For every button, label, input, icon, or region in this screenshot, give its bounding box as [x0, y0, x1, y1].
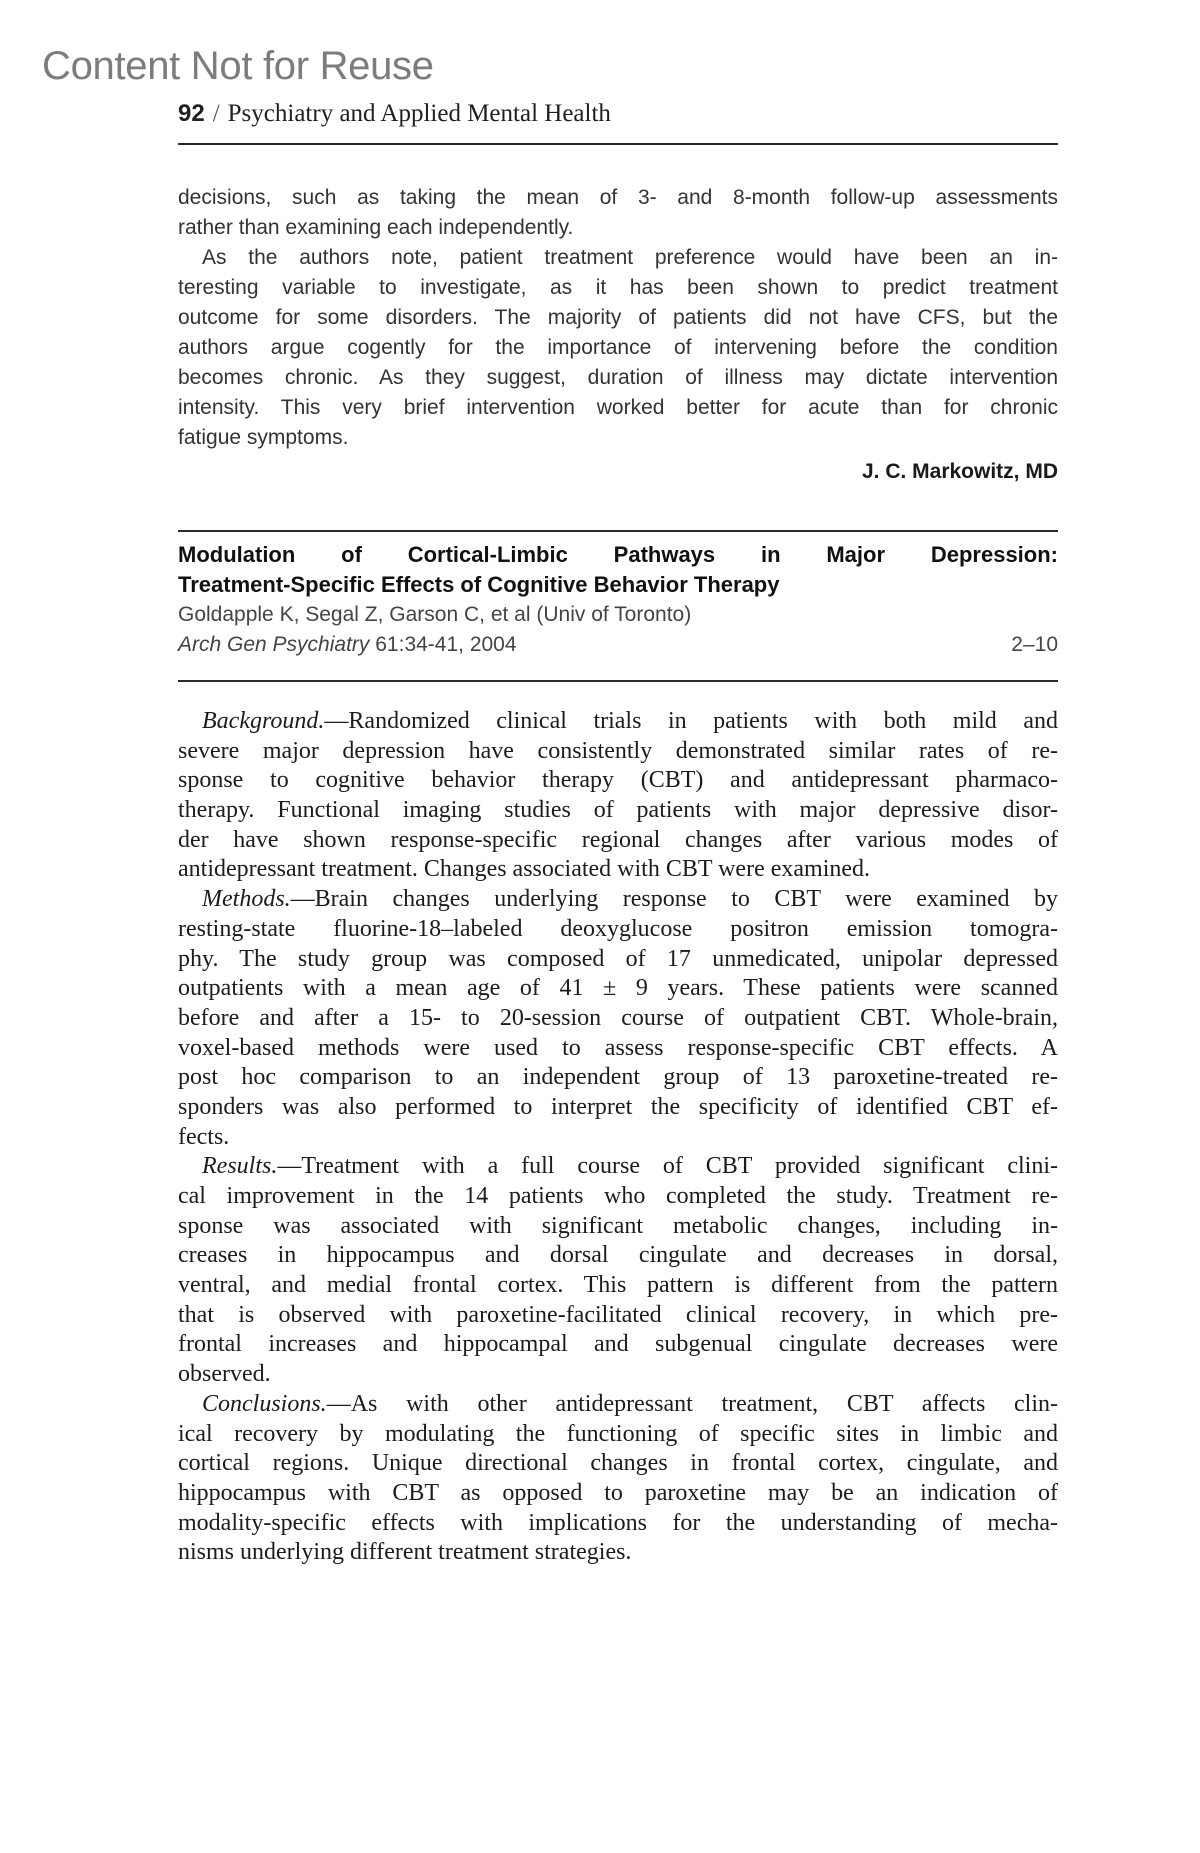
abstract-conclusions — [178, 1390, 1058, 1568]
header-rule — [178, 143, 1058, 145]
page-number: 92 — [178, 100, 205, 127]
text-line: sponse to cognitive behavior therapy (CBT) and antidepressant pharmaco- — [178, 767, 1058, 794]
text-line: sponse was associated with significant metabolic changes, including in- — [178, 1212, 1058, 1239]
separator: / — [212, 100, 220, 127]
citation-journal: Arch Gen Psychiatry — [178, 633, 370, 656]
abstract-background — [178, 707, 1058, 885]
reviewer-signature: J. C. Markowitz, MD — [861, 460, 1058, 483]
text-line: teresting variable to investigate, as it has been shown to predict treatment — [178, 276, 1058, 299]
text-line: nisms underlying different treatment strategies. — [178, 1539, 632, 1566]
reference-code: 2–10 — [1011, 633, 1058, 656]
section-label: Background. — [202, 708, 325, 734]
text-line: cortical regions. Unique directional changes in frontal cortex, cingulate, and — [178, 1450, 1058, 1477]
article-title-line: Treatment-Specific Effects of Cognitive Behavior Therapy — [178, 572, 780, 597]
text-line: authors argue cogently for the importance of intervening before the condition — [178, 336, 1058, 359]
text-line: outpatients with a mean age of 41 ± 9 years. These patients were scanned — [178, 975, 1058, 1002]
article-top-rule — [178, 530, 1058, 532]
text-line: phy. The study group was composed of 17 unmedicated, unipolar depressed — [178, 945, 1058, 972]
text-line: Results.—Treatment with a full course of CBT provided significant clini- — [202, 1153, 1058, 1180]
text-line: becomes chronic. As they suggest, duration of illness may dictate intervention — [178, 366, 1058, 389]
text-line: rather than examining each independently. — [178, 216, 574, 239]
text-line: cal improvement in the 14 patients who completed the study. Treatment re- — [178, 1183, 1058, 1209]
text-line: sponders was also performed to interpret the specificity of identified CBT ef- — [178, 1093, 1058, 1120]
commentary-paragraph-1 — [178, 183, 1058, 243]
text-line: that is observed with paroxetine-facilitated clinical recovery, in which pre- — [178, 1301, 1058, 1328]
running-head — [178, 98, 1058, 130]
citation-volume: 61:34-41, 2004 — [375, 633, 517, 656]
article-citation — [178, 630, 1058, 660]
text-line: der have shown response-specific regional changes after various modes of — [178, 826, 1058, 853]
text-line: resting-state fluorine-18–labeled deoxyglucose positron emission tomogra- — [178, 915, 1058, 942]
text-line: hippocampus with CBT as opposed to paroxetine may be an indication of — [178, 1479, 1058, 1506]
journal-name: Psychiatry and Applied Mental Health — [227, 100, 611, 127]
text-line: fatigue symptoms. — [178, 426, 349, 449]
text-line: modality-specific effects with implications for the understanding of mecha- — [178, 1509, 1058, 1536]
section-label: Results. — [202, 1153, 278, 1180]
text-line: severe major depression have consistently demonstrated similar rates of re- — [178, 737, 1058, 764]
text-line: antidepressant treatment. Changes associated with CBT were examined. — [178, 856, 871, 883]
abstract-results — [178, 1152, 1058, 1390]
abstract — [178, 707, 1058, 1568]
article-header — [178, 540, 1058, 660]
text-line: Conclusions.—As with other antidepressant treatment, CBT affects clin- — [202, 1390, 1058, 1417]
text-line: observed. — [178, 1361, 271, 1388]
text-line: frontal increases and hippocampal and subgenual cingulate decreases were — [178, 1331, 1058, 1358]
section-label: Conclusions. — [202, 1390, 327, 1417]
article-authors: Goldapple K, Segal Z, Garson C, et al (Univ of Toronto) — [178, 603, 692, 626]
text-line: As the authors note, patient treatment preference would have been an in- — [202, 246, 1058, 269]
text-line: Methods.—Brain changes underlying response to CBT were examined by — [202, 886, 1058, 913]
article-title-line: Modulation of Cortical-Limbic Pathways in Major Depression: — [178, 542, 1058, 567]
text-line: therapy. Functional imaging studies of patients with major depressive disor- — [178, 797, 1058, 824]
section-label: Methods. — [202, 886, 291, 913]
commentary-paragraph-2 — [178, 243, 1058, 453]
text-line: Background.—Randomized clinical trials in patients with both mild and — [202, 708, 1058, 734]
text-line: intensity. This very brief intervention worked better for acute than for chronic — [178, 396, 1058, 419]
text-line: fects. — [178, 1123, 230, 1150]
text-line: post hoc comparison to an independent group of 13 paroxetine-treated re- — [178, 1064, 1058, 1091]
text-line: ventral, and medial frontal cortex. This pattern is different from the pattern — [178, 1272, 1058, 1299]
text-line: outcome for some disorders. The majority of patients did not have CFS, but the — [178, 306, 1058, 329]
text-line: voxel-based methods were used to assess response-specific CBT effects. A — [178, 1034, 1058, 1061]
article-bottom-rule — [178, 680, 1058, 682]
text-line: creases in hippocampus and dorsal cingulate and decreases in dorsal, — [178, 1242, 1058, 1269]
abstract-methods — [178, 885, 1058, 1152]
text-line: ical recovery by modulating the functioning of specific sites in limbic and — [178, 1420, 1058, 1447]
text-line: before and after a 15- to 20-session course of outpatient CBT. Whole-brain, — [178, 1004, 1058, 1031]
commentary — [178, 183, 1058, 487]
watermark: Content Not for Reuse — [42, 44, 434, 88]
text-line: decisions, such as taking the mean of 3- and 8-month follow-up assessments — [178, 186, 1058, 209]
